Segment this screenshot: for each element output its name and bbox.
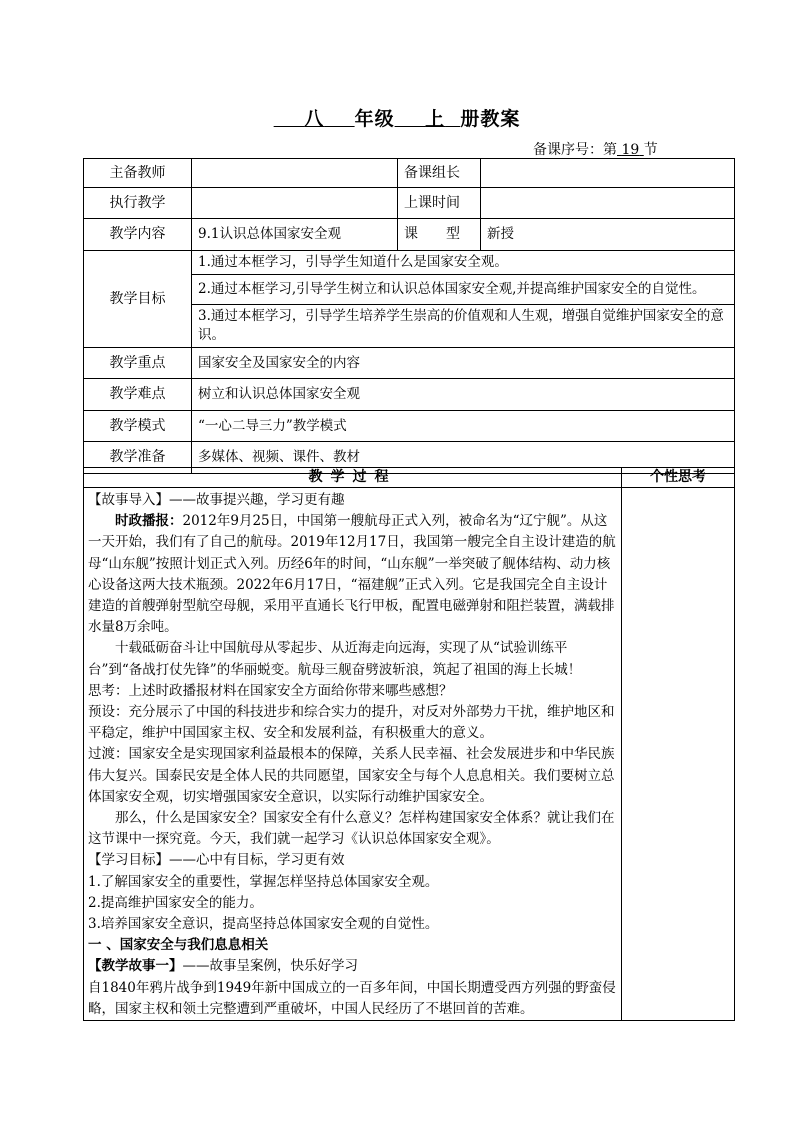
- story-tag: 【教学故事一】: [88, 958, 183, 975]
- main-teacher-value: [192, 159, 398, 188]
- difficulty-label: 教学难点: [84, 379, 192, 411]
- personal-thinking-header: 个性思考: [622, 468, 735, 488]
- exec-teaching-label: 执行教学: [84, 188, 192, 219]
- grade: 八: [304, 108, 325, 130]
- section-heading: 一 、国家安全与我们息息相关: [88, 937, 269, 954]
- news-label: 时政播报：: [115, 513, 183, 530]
- learning-goal: 2.提高维护国家安全的能力。: [88, 894, 263, 911]
- group-leader-value: [481, 159, 735, 188]
- lead-question: 那么，什么是国家安全？国家安全有什么意义？怎样构建国家安全体系？就让我们在这节课中一探究竟。今天，我们就一起学习《认识总体国家安全观》。: [88, 810, 615, 848]
- class-time-label: 上课时间: [398, 188, 481, 219]
- transition-text: 过渡：国家安全是实现国家利益最根本的保障，关系人民幸福、社会发展进步和中华民族伟大复兴。国泰民安是全体人民的共同愿望，国家安全与每个人息息相关。我们要树立总体国家安全观，切实增强国家安全意识，以实际行动维护国家安全。: [88, 746, 615, 805]
- class-type-label: 课 型: [398, 219, 481, 251]
- exec-teaching-value: [192, 188, 398, 219]
- carrier-paragraph: 十载砥砺奋斗让中国航母从零起步、从近海走向远海，实现了从“试验训练平台”到“备战打仗先锋”的华丽蜕变。航母三舰奋劈波斩浪，筑起了祖国的海上长城！: [88, 640, 582, 678]
- think-question: 思考：上述时政播报材料在国家安全方面给你带来哪些感想？: [88, 682, 453, 699]
- prep-label: 教学准备: [84, 442, 192, 474]
- content-label: 教学内容: [84, 219, 192, 251]
- personal-thinking-cell: [622, 488, 735, 1021]
- goal-title: 【学习目标】——心中有目标，学习更有效: [88, 852, 345, 869]
- document-title: [0, 104, 794, 131]
- term-suffix: 册教案: [460, 108, 521, 130]
- serial-suffix: 节: [643, 142, 658, 158]
- content-value: 9.1认识总体国家安全观: [192, 219, 398, 251]
- learning-goal: 3.培养国家安全意识，提高坚持总体国家安全观的自觉性。: [88, 916, 439, 933]
- goals-label: 教学目标: [84, 251, 192, 348]
- focus-label: 教学重点: [84, 348, 192, 379]
- lesson-info-table: [83, 158, 735, 474]
- class-type-value: 新授: [481, 219, 735, 251]
- mode-label: 教学模式: [84, 411, 192, 442]
- story-subtitle: ——故事呈案例，快乐好学习: [182, 958, 358, 975]
- serial-label: 备课序号：第: [533, 142, 617, 158]
- main-teacher-label: 主备教师: [84, 159, 192, 188]
- focus-value: 国家安全及国家安全的内容: [192, 348, 735, 379]
- goal-item: 2.通过本框学习,引导学生树立和认识总体国家安全观,并提高维护国家安全的自觉性。: [192, 275, 735, 305]
- prep-value: 多媒体、视频、课件、教材: [192, 442, 735, 474]
- lesson-serial: [533, 139, 658, 159]
- class-time-value: [481, 188, 735, 219]
- process-header: 教学过程: [84, 468, 622, 488]
- teaching-process-table: [83, 467, 735, 1021]
- news-text: 2012年9月25日，中国第一艘航母正式入列，被命名为“辽宁舰”。从这一天开始，我们有了自己的航母。2019年12月17日，我国第一艘完全自主设计建造的航母“山东舰”按照计划正式入列。历经6年的时间，“山东舰”一举突破了舰体结构、动力核心设备这两大技术瓶颈。2022年6月17日，“福建舰”正式入列。它是我国完全自主设计建造的首艘弹射型航空母舰，采用平直通长飞行甲板，配置电磁弹射和阻拦装置，满载排水量8万余吨。: [88, 513, 616, 636]
- grade-suffix: 年级: [354, 108, 395, 130]
- group-leader-label: 备课组长: [398, 159, 481, 188]
- story-title: [88, 956, 617, 977]
- learning-goal: 1.了解国家安全的重要性，掌握怎样坚持总体国家安全观。: [88, 873, 439, 890]
- goal-item: 1.通过本框学习，引导学生知道什么是国家安全观。: [192, 251, 735, 275]
- serial-number: 19: [621, 142, 640, 158]
- goal-item: 3.通过本框学习，引导学生培养学生崇高的价值观和人生观，增强自觉维护国家安全的意识。: [192, 305, 735, 348]
- story-text: 自1840年鸦片战争到1949年新中国成立的一百多年间，中国长期遭受西方列强的野蛮侵略，国家主权和领土完整遭到严重破坏，中国人民经历了不堪回首的苦难。: [88, 979, 616, 1017]
- difficulty-value: 树立和认识总体国家安全观: [192, 379, 735, 411]
- preset-answer: 预设：充分展示了中国的科技进步和综合实力的提升，对反对外部势力干扰，维护地区和平稳定，维护中国国家主权、安全和发展利益，有积极重大的意义。: [88, 704, 615, 742]
- process-content: [84, 488, 622, 1021]
- intro-title: 【故事导入】——故事提兴趣，学习更有趣: [88, 492, 345, 508]
- mode-value: “一心二导三力”教学模式: [192, 411, 735, 442]
- term: 上: [425, 108, 446, 130]
- news-paragraph: [88, 511, 617, 638]
